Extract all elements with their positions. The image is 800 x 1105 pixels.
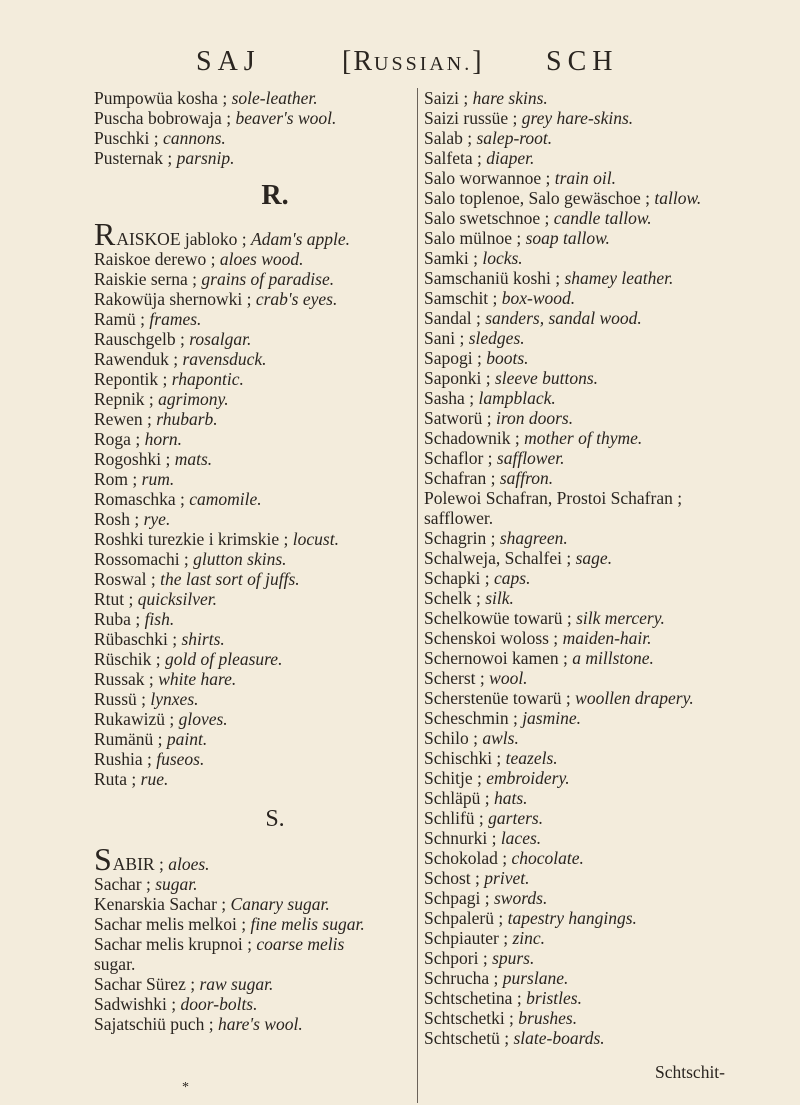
entry-word: Roshki turezkie i krimskie ; [94, 529, 289, 549]
entry-raiskoe: RAISKOE jabloko ; Adam's apple. [94, 216, 351, 252]
entry-word: Romaschka ; [94, 489, 185, 509]
entry-word: Salab ; [424, 128, 473, 148]
entry-meaning: jasmine. [522, 708, 582, 728]
entry-meaning: rhapontic. [171, 369, 244, 389]
entry-word: Rauschgelb ; [94, 329, 185, 349]
entry-word: Roga ; [94, 429, 141, 449]
entry-meaning: parsnip. [176, 148, 235, 168]
entry-word: Schilo ; [424, 728, 478, 748]
entry-meaning: box-wood. [501, 288, 576, 308]
entry-meaning: bristles. [526, 988, 582, 1008]
entry-meaning: brushes. [518, 1008, 578, 1028]
dictionary-entry [424, 728, 754, 748]
dictionary-entry [424, 328, 754, 348]
left-entries-r [94, 249, 412, 789]
dictionary-entry [424, 308, 754, 328]
dictionary-entry [94, 529, 412, 549]
entry-meaning: garters. [488, 808, 544, 828]
entry-word: Rossomachi ; [94, 549, 189, 569]
entry-word: Sajatschiü puch ; [94, 1014, 214, 1034]
entry-meaning: woollen drapery. [575, 688, 694, 708]
dictionary-entry [424, 1008, 754, 1028]
entry-meaning: door-bolts. [180, 994, 258, 1014]
dictionary-entry [424, 708, 754, 728]
entry-word: Kenarskia Sachar ; [94, 894, 227, 914]
entry-meaning: hare's wool. [217, 1014, 303, 1034]
dictionary-entry [94, 649, 412, 669]
entry-word: Pusternak ; [94, 148, 173, 168]
entry-word: Sani ; [424, 328, 465, 348]
entry-meaning: silk mercery. [576, 608, 665, 628]
dictionary-entry [424, 628, 754, 648]
entry-word: Schnurki ; [424, 828, 497, 848]
entry-word: Schpori ; [424, 948, 488, 968]
dictionary-entry [424, 648, 754, 668]
entry-meaning: grey hare-skins. [521, 108, 634, 128]
dictionary-entry [424, 528, 754, 548]
entry-meaning: sleeve buttons. [494, 368, 599, 388]
entry-meaning: train oil. [554, 168, 617, 188]
dictionary-entry [94, 509, 412, 529]
entry-meaning: swords. [494, 888, 548, 908]
entry-meaning: salep-root. [476, 128, 553, 148]
entry-meaning: sage. [575, 548, 613, 568]
entry-word: Sadwishki ; [94, 994, 177, 1014]
entry-word: Rukawizü ; [94, 709, 175, 729]
entry-meaning: white hare. [158, 669, 237, 689]
entry-meaning: horn. [144, 429, 182, 449]
entry-meaning: silk. [485, 588, 514, 608]
dictionary-entry [94, 329, 412, 349]
entry-word: Rtut ; [94, 589, 134, 609]
entry-word: Schernowoi kamen ; [424, 648, 568, 668]
dictionary-entry [424, 248, 754, 268]
dictionary-entry [94, 749, 412, 769]
entry-meaning: sanders, sandal wood. [485, 308, 642, 328]
entry-word: Rogoshki ; [94, 449, 171, 469]
entry-word: Russak ; [94, 669, 154, 689]
entry-meaning: slate-boards. [513, 1028, 605, 1048]
entry-word: Russü ; [94, 689, 147, 709]
dictionary-entry [424, 108, 754, 128]
dictionary-entry [424, 668, 754, 688]
entry-word: Schenskoi woloss ; [424, 628, 559, 648]
dictionary-entry [424, 568, 754, 588]
entry-word: Repontik ; [94, 369, 168, 389]
dictionary-entry [424, 88, 754, 108]
entry-word: Schagrin ; [424, 528, 496, 548]
entry-word: Schtschetü ; [424, 1028, 510, 1048]
dictionary-entry [94, 449, 412, 469]
entry-meaning: privet. [484, 868, 530, 888]
entry-word: Pumpowüa kosha ; [94, 88, 228, 108]
entry-word: Sasha ; [424, 388, 475, 408]
entry-word: Samschit ; [424, 288, 498, 308]
entry-word: Ruba ; [94, 609, 141, 629]
entry-word: Sachar melis krupnoi ; [94, 934, 252, 954]
dictionary-entry [424, 488, 754, 508]
entry-meaning: Canary sugar. [230, 894, 330, 914]
entry-meaning: locust. [292, 529, 339, 549]
dictionary-entry [424, 688, 754, 708]
entry-word: Schafran ; [424, 468, 496, 488]
dictionary-entry [424, 968, 754, 988]
dictionary-entry [94, 974, 412, 994]
entry-word: Schtschetina ; [424, 988, 522, 1008]
dictionary-entry [94, 128, 412, 148]
entry-word: Schitje ; [424, 768, 482, 788]
entry-meaning: chocolate. [511, 848, 584, 868]
dictionary-entry [94, 489, 412, 509]
entry-meaning: diaper. [486, 148, 535, 168]
dictionary-entry [94, 549, 412, 569]
entry-word: Salo swetschnoe ; [424, 208, 550, 228]
entry-word: Saizi russüe ; [424, 108, 518, 128]
dictionary-entry [94, 729, 412, 749]
entry-meaning: caps. [494, 568, 531, 588]
entry-word: Schalweja, Schalfei ; [424, 548, 572, 568]
dictionary-entry [424, 788, 754, 808]
dictionary-entry [424, 368, 754, 388]
dictionary-entry [424, 208, 754, 228]
dictionary-entry [424, 608, 754, 628]
dictionary-entry [94, 369, 412, 389]
entry-meaning: fish. [144, 609, 175, 629]
entry-word: Schost ; [424, 868, 480, 888]
entry-meaning: soap tallow. [525, 228, 610, 248]
running-header [0, 46, 800, 86]
entry-word: Schapki ; [424, 568, 490, 588]
dictionary-entry [424, 888, 754, 908]
dictionary-entry [424, 1028, 754, 1048]
entry-word: Sachar ; [94, 874, 151, 894]
entry-word: Schpiauter ; [424, 928, 509, 948]
entry-meaning-continued: sugar. [94, 954, 136, 974]
dictionary-entry [424, 848, 754, 868]
dictionary-entry [94, 148, 412, 168]
signature-mark: * [182, 1080, 189, 1095]
right-entries [424, 88, 754, 1048]
entry-word: Saizi ; [424, 88, 469, 108]
dictionary-entry [424, 748, 754, 768]
dictionary-entry [94, 669, 412, 689]
entry-meaning: glutton skins. [193, 549, 287, 569]
entry-word: Schelk ; [424, 588, 481, 608]
entry-word: Samki ; [424, 248, 478, 268]
entry-meaning: quicksilver. [137, 589, 217, 609]
dictionary-entry [94, 894, 412, 914]
entry-meaning: rye. [143, 509, 171, 529]
entry-meaning: gloves. [178, 709, 228, 729]
dictionary-entry [94, 289, 412, 309]
entry-word: Puschki ; [94, 128, 159, 148]
entry-meaning: boots. [486, 348, 529, 368]
dictionary-entry [424, 468, 754, 488]
entry-word: Schrucha ; [424, 968, 499, 988]
dictionary-entry [424, 188, 754, 208]
dictionary-entry [94, 108, 412, 128]
entry-meaning: wool. [489, 668, 528, 688]
entry-word: Salo worwannoe ; [424, 168, 551, 188]
dictionary-entry [424, 928, 754, 948]
entry-word: Polewoi Schafran, Prostoi Schafran ; [424, 488, 683, 508]
entry-word: Raiskoe derewo ; [94, 249, 216, 269]
dictionary-entry [94, 309, 412, 329]
left-entries-top [94, 88, 412, 168]
entry-word: Schaflor ; [424, 448, 493, 468]
entry-word: Sachar Sürez ; [94, 974, 196, 994]
entry-word: Schläpü ; [424, 788, 490, 808]
entry-word: Saponki ; [424, 368, 491, 388]
entry-meaning: shirts. [181, 629, 225, 649]
entry-meaning: mats. [174, 449, 213, 469]
entry-sabir: SABIR ; aloes. [94, 841, 210, 877]
dictionary-entry [424, 268, 754, 288]
entry-meaning: purslane. [502, 968, 569, 988]
entry-word: Schokolad ; [424, 848, 508, 868]
entry-word: Rewen ; [94, 409, 152, 429]
entry-word: Rübaschki ; [94, 629, 178, 649]
dictionary-entry [424, 168, 754, 188]
entry-meaning: crab's eyes. [255, 289, 338, 309]
entry-word: Schlifü ; [424, 808, 484, 828]
entry-meaning-continued: safflower. [424, 508, 494, 528]
header-center: [RUSSIAN.] [342, 46, 484, 77]
section-heading-r: R. [261, 180, 289, 211]
entry-word: Schpalerü ; [424, 908, 504, 928]
entry-meaning: shamey leather. [564, 268, 674, 288]
entry-word: Schadownik ; [424, 428, 520, 448]
entry-meaning: iron doors. [495, 408, 574, 428]
right-column [424, 88, 754, 1048]
entry-word: Salo mülnoe ; [424, 228, 522, 248]
dictionary-entry [424, 348, 754, 368]
entry-word: Schpagi ; [424, 888, 490, 908]
entry-meaning: candle tallow. [553, 208, 652, 228]
entry-meaning: mother of thyme. [524, 428, 643, 448]
entry-word: Schtschetki ; [424, 1008, 514, 1028]
entry-meaning: tallow. [654, 188, 702, 208]
dictionary-entry [94, 269, 412, 289]
dictionary-entry [424, 948, 754, 968]
dictionary-entry [94, 88, 412, 108]
dictionary-entry [424, 148, 754, 168]
dictionary-entry [424, 128, 754, 148]
dictionary-entry [94, 689, 412, 709]
entry-meaning: awls. [482, 728, 519, 748]
dictionary-entry [424, 428, 754, 448]
entry-word: Puscha bobrowaja ; [94, 108, 232, 128]
entry-meaning: sledges. [468, 328, 525, 348]
entry-word: Repnik ; [94, 389, 154, 409]
entry-meaning: locks. [482, 248, 523, 268]
dictionary-entry [94, 709, 412, 729]
entry-word: Schischki ; [424, 748, 502, 768]
entry-word: Scherst ; [424, 668, 485, 688]
dictionary-entry [424, 908, 754, 928]
dictionary-entry [94, 1014, 412, 1034]
entry-meaning: rue. [140, 769, 169, 789]
entry-meaning: aloes wood. [219, 249, 304, 269]
dictionary-entry [424, 768, 754, 788]
entry-word: Ruta ; [94, 769, 137, 789]
entry-word: Satworü ; [424, 408, 492, 428]
entry-meaning: safflower. [496, 448, 565, 468]
dictionary-entry [424, 408, 754, 428]
entry-meaning: rum. [141, 469, 175, 489]
dictionary-entry [94, 469, 412, 489]
header-left: SAJ [196, 46, 261, 77]
dictionary-entry [94, 569, 412, 589]
dictionary-entry [94, 769, 412, 789]
entry-meaning: gold of pleasure. [164, 649, 283, 669]
left-column [94, 88, 412, 1034]
dictionary-entry [424, 548, 754, 568]
entry-meaning: lynxes. [150, 689, 199, 709]
entry-meaning: the last sort of juffs. [160, 569, 300, 589]
entry-meaning: paint. [166, 729, 208, 749]
entry-word: Sachar melis melkoi ; [94, 914, 247, 934]
entry-word: Salfeta ; [424, 148, 482, 168]
dictionary-entry [94, 994, 412, 1014]
dictionary-entry [424, 388, 754, 408]
column-divider [417, 88, 418, 1103]
entry-meaning: raw sugar. [199, 974, 274, 994]
entry-word: Samschaniü koshi ; [424, 268, 561, 288]
entry-word: Rakowüja shernowki ; [94, 289, 252, 309]
catchword: Schtschit- [655, 1062, 725, 1082]
entry-meaning: maiden-hair. [562, 628, 652, 648]
entry-word: Rumänü ; [94, 729, 163, 749]
dictionary-entry [424, 588, 754, 608]
entry-word: Schelkowüe towarü ; [424, 608, 572, 628]
dictionary-entry [424, 288, 754, 308]
entry-word: Rom ; [94, 469, 138, 489]
entry-word: Rawenduk ; [94, 349, 179, 369]
dictionary-entry [424, 808, 754, 828]
entry-meaning: agrimony. [158, 389, 229, 409]
entry-meaning: lampblack. [478, 388, 556, 408]
entry-meaning: rhubarb. [156, 409, 218, 429]
section-heading-s: S. [265, 806, 285, 832]
entry-word: Sapogi ; [424, 348, 482, 368]
entry-word: Scherstenüe towarü ; [424, 688, 571, 708]
entry-meaning: fuseos. [156, 749, 205, 769]
entry-meaning: grains of paradise. [201, 269, 335, 289]
entry-word: Salo toplenoe, Salo gewäschoe ; [424, 188, 650, 208]
dictionary-entry [94, 934, 412, 954]
entry-meaning: shagreen. [499, 528, 568, 548]
left-entries-s [94, 874, 412, 1034]
entry-meaning: camomile. [189, 489, 262, 509]
entry-word: Raiskie serna ; [94, 269, 198, 289]
dictionary-entry [94, 429, 412, 449]
entry-meaning: beaver's wool. [235, 108, 337, 128]
entry-meaning: saffron. [499, 468, 554, 488]
entry-word: Scheschmin ; [424, 708, 518, 728]
entry-meaning: laces. [500, 828, 542, 848]
dictionary-entry [94, 349, 412, 369]
entry-meaning: teazels. [505, 748, 558, 768]
entry-meaning: embroidery. [486, 768, 570, 788]
dictionary-entry [424, 448, 754, 468]
dictionary-entry [94, 629, 412, 649]
entry-word: Roswal ; [94, 569, 156, 589]
dictionary-entry [424, 828, 754, 848]
entry-meaning: hare skins. [472, 88, 548, 108]
entry-meaning: spurs. [492, 948, 535, 968]
dictionary-entry [94, 589, 412, 609]
entry-word: Rosh ; [94, 509, 140, 529]
dictionary-entry [94, 914, 412, 934]
dictionary-entry [94, 409, 412, 429]
entry-meaning: sugar. [155, 874, 198, 894]
header-right: SCH [546, 46, 619, 77]
entry-meaning: sole-leather. [231, 88, 318, 108]
dictionary-entry [94, 249, 412, 269]
entry-meaning: coarse melis [256, 934, 345, 954]
entry-meaning: a millstone. [572, 648, 654, 668]
dictionary-entry [94, 609, 412, 629]
entry-meaning: frames. [149, 309, 202, 329]
dictionary-entry [94, 874, 412, 894]
entry-meaning: fine melis sugar. [250, 914, 365, 934]
entry-word: Rushia ; [94, 749, 152, 769]
entry-meaning: cannons. [163, 128, 226, 148]
entry-meaning: tapestry hangings. [507, 908, 637, 928]
dictionary-entry [424, 988, 754, 1008]
dictionary-entry [424, 228, 754, 248]
dictionary-entry [94, 389, 412, 409]
entry-meaning: ravensduck. [182, 349, 267, 369]
entry-meaning: hats. [494, 788, 528, 808]
entry-word: Ramü ; [94, 309, 146, 329]
entry-meaning: rosalgar. [189, 329, 252, 349]
entry-word: Rüschik ; [94, 649, 161, 669]
entry-meaning: zinc. [512, 928, 546, 948]
entry-word: Sandal ; [424, 308, 481, 328]
dictionary-entry [424, 868, 754, 888]
